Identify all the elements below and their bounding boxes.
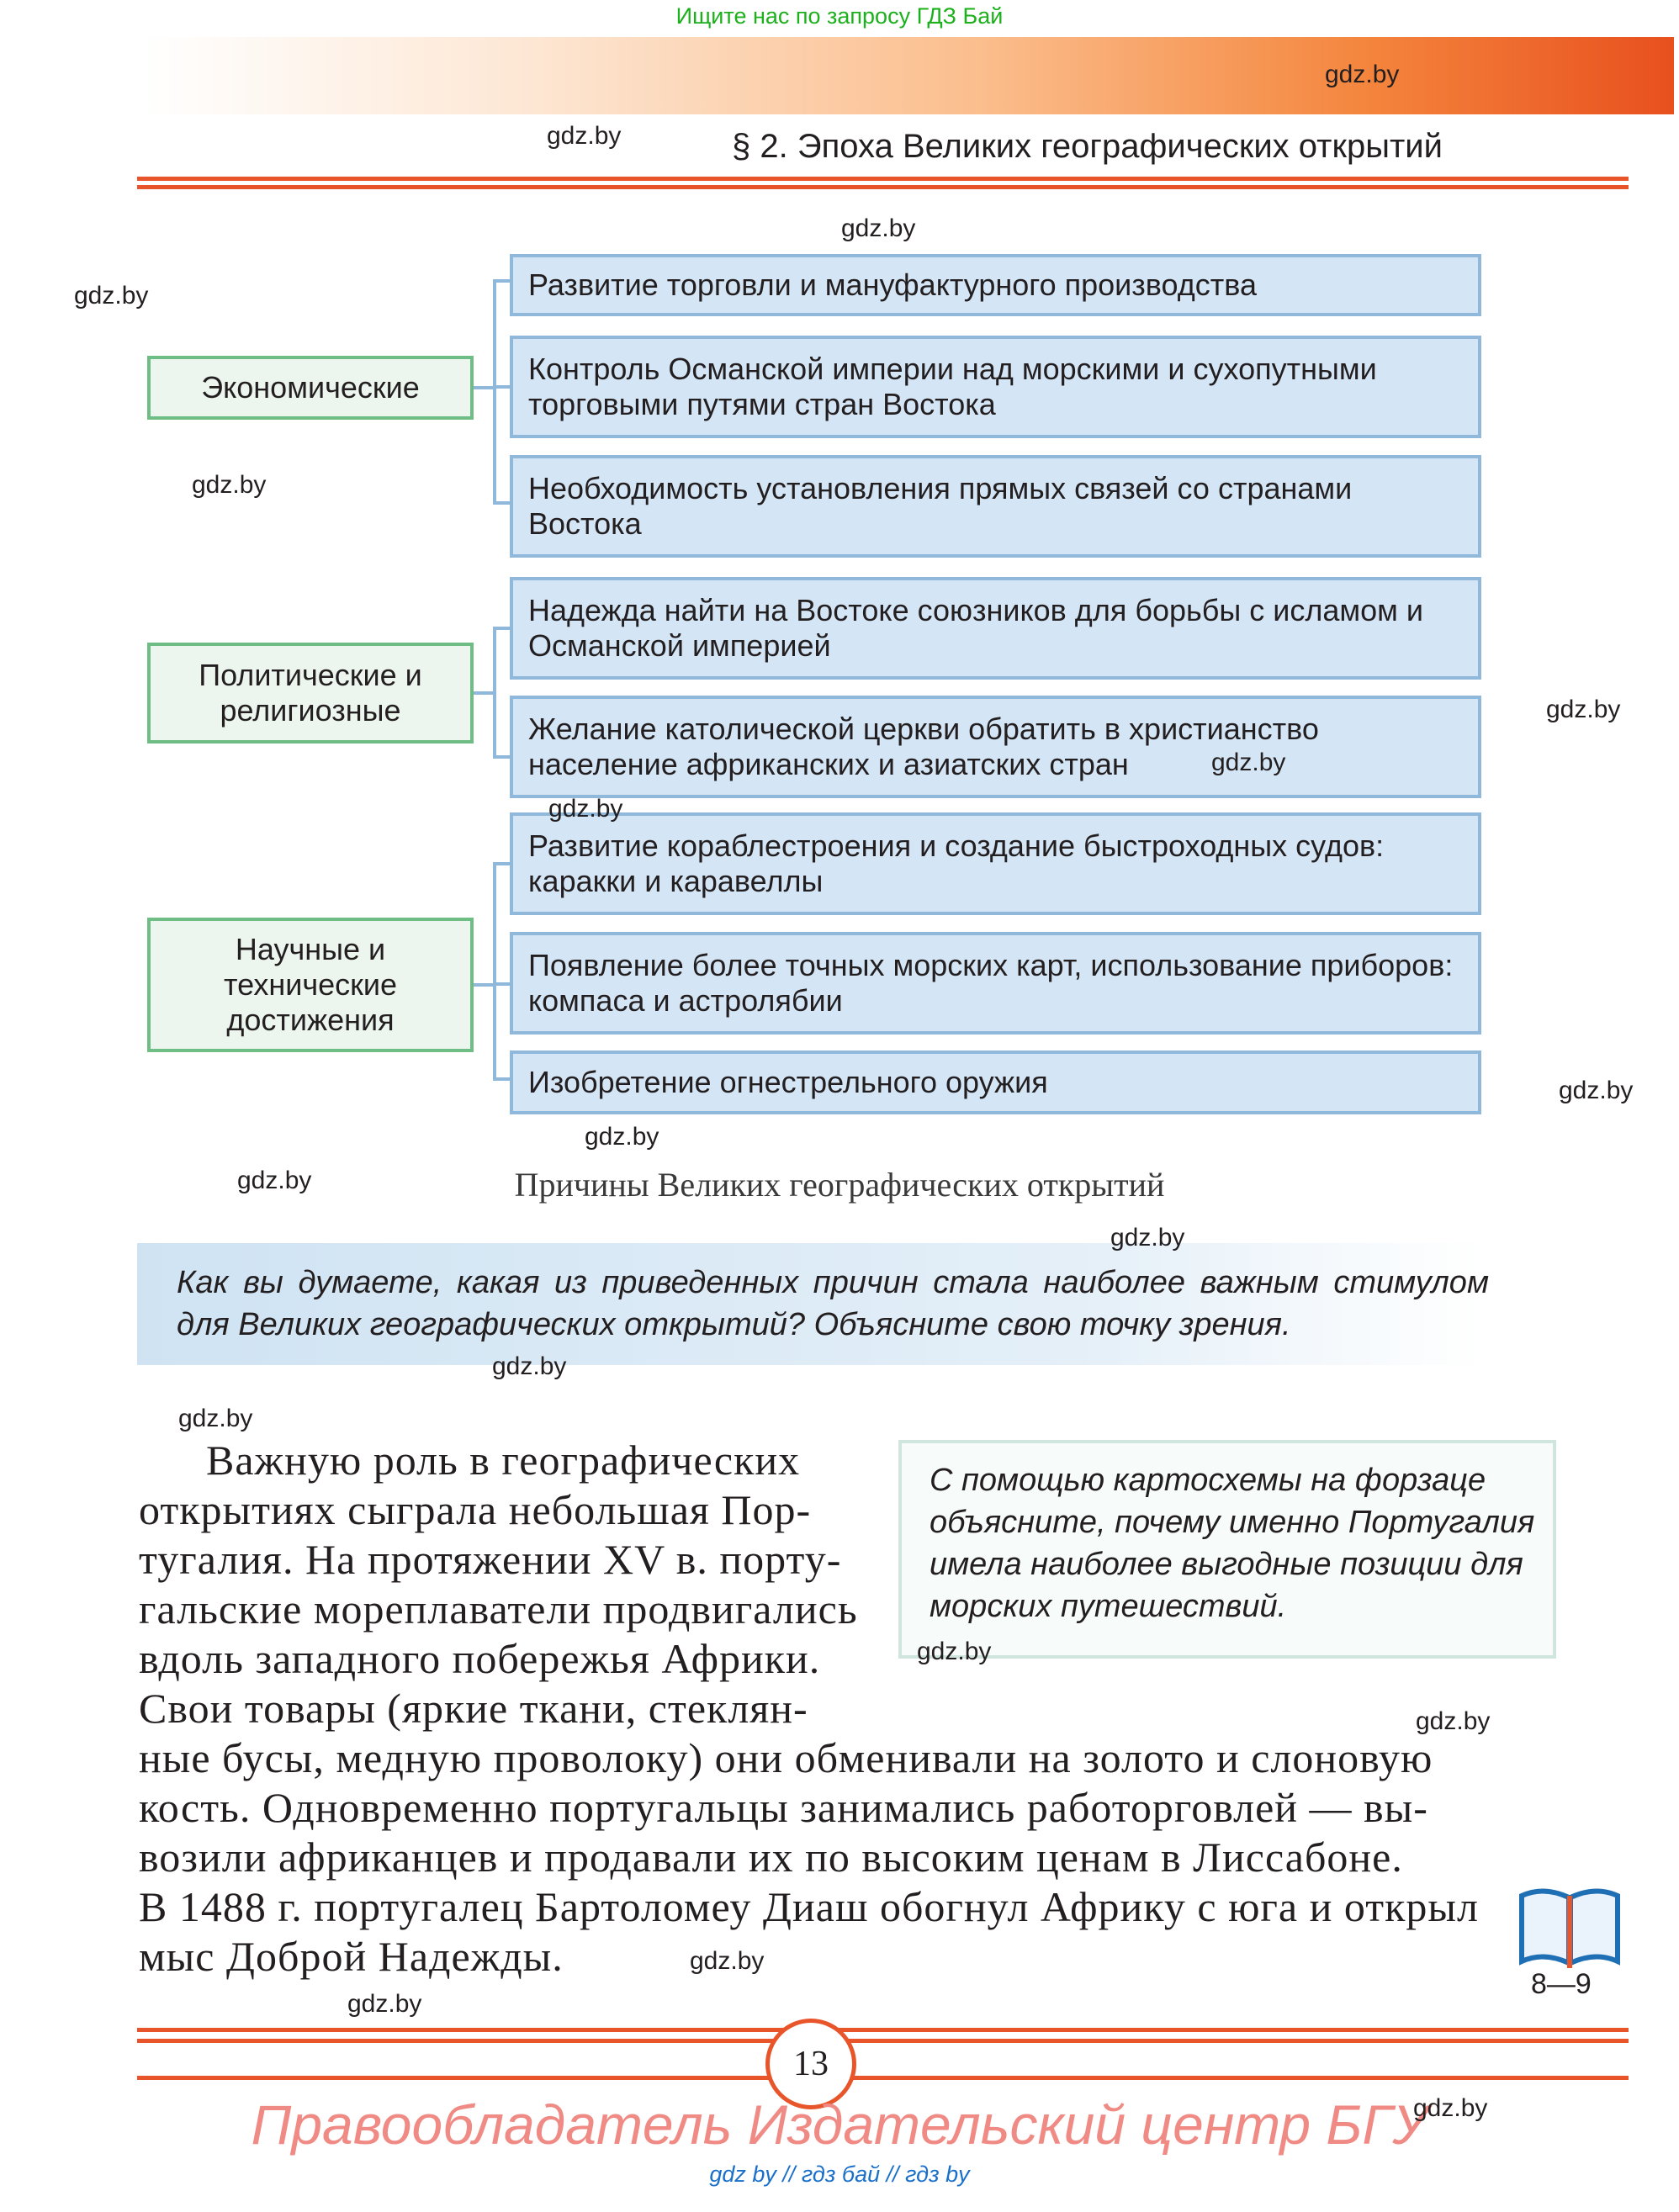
connector bbox=[493, 862, 510, 865]
section-title: § 2. Эпоха Великих географических открытий bbox=[732, 128, 1443, 165]
side-note-text: С помощью картосхемы на форзаце объясните, почему именно Португалия имела наиболее выгодные позиции для морских путешествий. bbox=[930, 1463, 1535, 1624]
watermark: gdz.by bbox=[178, 1405, 253, 1432]
body-line: мыс Доброй Надежды. bbox=[139, 1933, 564, 1980]
cause-item: Контроль Османской империи над морскими и сухопутными торговыми путями стран Востока bbox=[510, 336, 1481, 438]
connector bbox=[493, 862, 496, 1081]
cause-item: Изобретение огнестрельного оружия bbox=[510, 1050, 1481, 1114]
watermark: gdz.by bbox=[585, 1123, 659, 1151]
book-icon bbox=[1518, 1884, 1621, 1968]
watermark: gdz.by bbox=[548, 795, 623, 823]
header-bar bbox=[143, 37, 1674, 114]
category-political: Политические и религиозные bbox=[147, 643, 474, 744]
cause-item: Желание католической церкви обратить в христианство население африканских и азиатских стран bbox=[510, 696, 1481, 798]
question-text: Как вы думаете, какая из приведенных причин стала наиболее важным стимулом для Великих географических открытий? Объясните свою точку зрения. bbox=[177, 1265, 1489, 1342]
watermark: gdz.by bbox=[690, 1947, 765, 1975]
body-line: тугалия. На протяжении XV в. порту- bbox=[139, 1536, 842, 1583]
cause-item: Развитие торговли и мануфактурного производства bbox=[510, 254, 1481, 316]
connector bbox=[493, 385, 510, 389]
connector bbox=[493, 627, 510, 630]
footer-rule-2 bbox=[137, 2039, 1629, 2043]
connector bbox=[474, 386, 494, 389]
header-rule-2 bbox=[137, 185, 1629, 189]
body-line: Важную роль в географических bbox=[206, 1437, 801, 1484]
watermark: gdz.by bbox=[192, 471, 267, 499]
watermark: gdz.by bbox=[74, 282, 149, 310]
connector bbox=[493, 279, 496, 505]
connector bbox=[493, 501, 510, 505]
body-line: гальские мореплаватели продвигались bbox=[139, 1585, 858, 1633]
connector bbox=[493, 755, 510, 759]
connector bbox=[493, 1077, 510, 1081]
connector bbox=[493, 279, 510, 283]
watermark: gdz.by bbox=[1325, 61, 1400, 88]
copyright-notice: Правообладатель Издательский центр БГУ bbox=[251, 2093, 1428, 2156]
category-economic: Экономические bbox=[147, 356, 474, 420]
body-line: ные бусы, медную проволоку) они обменивали на золото и слоновую bbox=[139, 1734, 1433, 1781]
page-number: 13 bbox=[765, 2019, 856, 2109]
watermark: gdz.by bbox=[1110, 1224, 1185, 1252]
search-hint: Ищите нас по запросу ГДЗ Бай bbox=[675, 3, 1004, 29]
cause-item: Появление более точных морских карт, использование приборов: компаса и астролябии bbox=[510, 932, 1481, 1035]
footer-rule-1 bbox=[137, 2028, 1629, 2032]
watermark: gdz.by bbox=[1559, 1077, 1634, 1104]
pages-reference: 8—9 bbox=[1531, 1968, 1592, 2000]
connector bbox=[493, 982, 510, 986]
watermark: gdz.by bbox=[1546, 696, 1621, 723]
body-line: вдоль западного побережья Африки. bbox=[139, 1635, 821, 1682]
watermark: gdz.by bbox=[547, 122, 622, 150]
cause-item: Развитие кораблестроения и создание быстроходных судов: каракки и каравеллы bbox=[510, 812, 1481, 915]
watermark: gdz.by bbox=[917, 1638, 992, 1665]
cause-item: Необходимость установления прямых связей со странами Востока bbox=[510, 455, 1481, 558]
category-science: Научные и технические достижения bbox=[147, 918, 474, 1052]
body-line: возили африканцев и продавали их по высоким ценам в Лиссабоне. bbox=[139, 1834, 1403, 1881]
footer-links[interactable]: gdz by // гдз бай // гдз by bbox=[709, 2162, 970, 2187]
body-line: кость. Одновременно португальцы занимались работорговлей — вы- bbox=[139, 1784, 1428, 1831]
connector bbox=[474, 983, 494, 987]
watermark: gdz.by bbox=[492, 1352, 567, 1380]
cause-item: Надежда найти на Востоке союзников для борьбы с исламом и Османской империей bbox=[510, 577, 1481, 680]
body-line: В 1488 г. португалец Бартоломеу Диаш обогнул Африку с юга и открыл bbox=[139, 1883, 1479, 1930]
footer-rule-3 bbox=[137, 2076, 1629, 2080]
body-line: Свои товары (яркие ткани, стеклян- bbox=[139, 1685, 808, 1732]
connector bbox=[493, 627, 496, 759]
header-rule-1 bbox=[137, 177, 1629, 181]
watermark: gdz.by bbox=[237, 1167, 312, 1194]
body-line: открытиях сыграла небольшая Пор- bbox=[139, 1486, 812, 1533]
watermark: gdz.by bbox=[1416, 1707, 1491, 1735]
diagram-caption: Причины Великих географических открытий bbox=[514, 1166, 1165, 1204]
watermark: gdz.by bbox=[841, 214, 916, 242]
watermark: gdz.by bbox=[347, 1990, 422, 2018]
connector bbox=[474, 691, 494, 695]
watermark: gdz.by bbox=[1413, 2094, 1488, 2122]
watermark: gdz.by bbox=[1211, 749, 1286, 776]
